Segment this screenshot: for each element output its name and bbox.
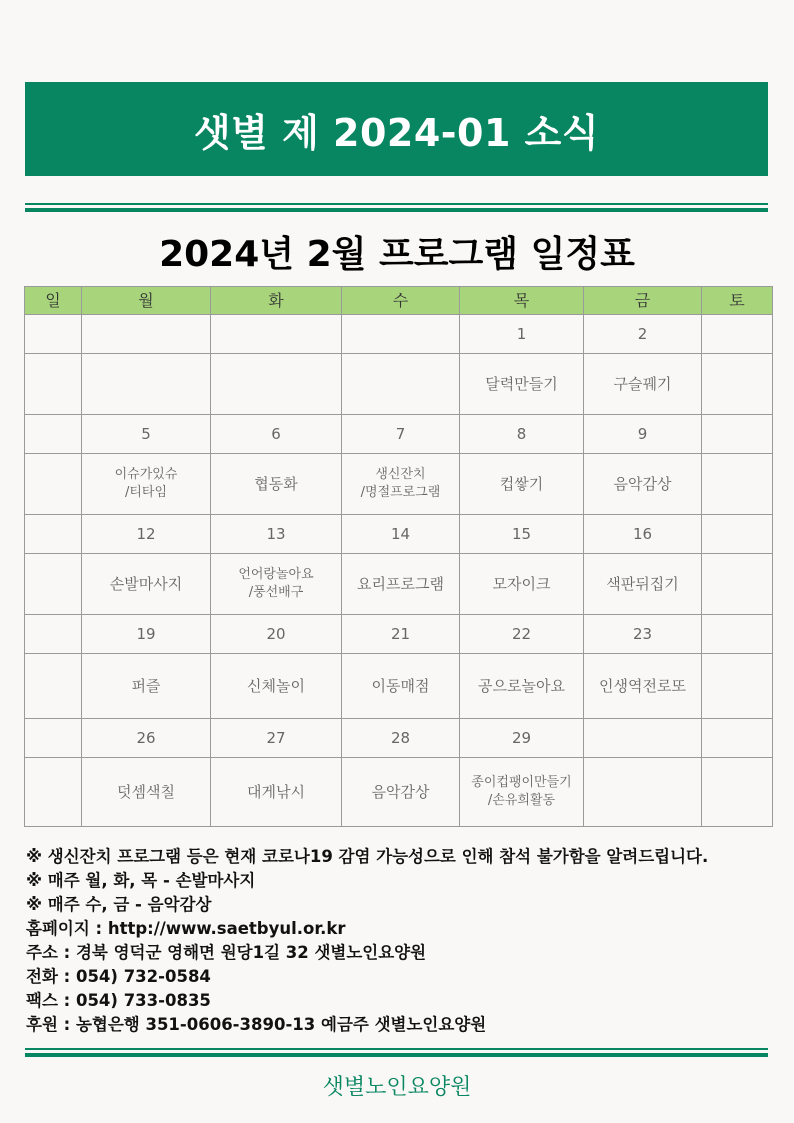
program-row [25,354,773,415]
program-cell [82,354,211,415]
date-cell: 7 [342,415,460,454]
date-cell: 20 [211,615,342,654]
weekday-thu: 목 [460,287,584,315]
date-cell: 9 [584,415,702,454]
date-cell: 13 [211,515,342,554]
date-cell [702,415,773,454]
date-cell: 2 [584,315,702,354]
program-cell [25,758,82,827]
date-row [25,415,773,454]
fax-info: 팩스 : 054) 733-0835 [26,991,211,1010]
program-cell [25,654,82,719]
newsletter-banner [25,82,768,176]
date-cell: 6 [211,415,342,454]
date-cell [702,315,773,354]
program-cell: 컵쌓기 [460,454,584,515]
program-cell [25,554,82,615]
date-cell [702,615,773,654]
date-cell: 1 [460,315,584,354]
divider-top [25,203,768,212]
program-row [25,654,773,719]
date-cell: 23 [584,615,702,654]
program-cell: 손발마사지 [82,554,211,615]
program-cell [25,454,82,515]
program-cell: 신체놀이 [211,654,342,719]
date-cell [25,719,82,758]
weekday-sun: 일 [25,287,82,315]
date-cell: 15 [460,515,584,554]
program-cell: 덧셈색칠 [82,758,211,827]
weekday-mon: 월 [82,287,211,315]
program-cell [702,654,773,719]
date-row [25,719,773,758]
program-cell [25,354,82,415]
program-cell [211,354,342,415]
date-cell [702,719,773,758]
program-cell: 이동매점 [342,654,460,719]
program-cell: 음악감상 [342,758,460,827]
program-cell: 생신잔치 /명절프로그램 [342,454,460,515]
date-cell [82,315,211,354]
program-cell: 달력만들기 [460,354,584,415]
program-cell: 인생역전로또 [584,654,702,719]
program-row [25,758,773,827]
weekday-tue: 화 [211,287,342,315]
date-cell [211,315,342,354]
notice-section [26,845,786,1037]
program-cell: 언어랑놀아요 /풍선배구 [211,554,342,615]
weekday-sat: 토 [702,287,773,315]
date-cell: 14 [342,515,460,554]
date-cell: 27 [211,719,342,758]
program-cell: 대게낚시 [211,758,342,827]
program-cell: 음악감상 [584,454,702,515]
date-cell: 26 [82,719,211,758]
phone-info: 전화 : 054) 732-0584 [26,967,211,986]
date-row [25,615,773,654]
program-cell: 구슬꿰기 [584,354,702,415]
divider-bottom [25,1048,768,1057]
program-cell [584,758,702,827]
notice-covid: ※ 생신잔치 프로그램 등은 현재 코로나19 감염 가능성으로 인해 참석 불가함을 알려드립니다. [26,847,709,866]
program-cell: 종이컵팽이만들기 /손유희활동 [460,758,584,827]
date-row [25,515,773,554]
weekday-header-row [25,287,773,315]
footer-facility-name: 샛별노인요양원 [322,1075,472,1100]
date-cell [25,415,82,454]
date-cell: 22 [460,615,584,654]
program-cell [702,354,773,415]
program-row [25,454,773,515]
address-info: 주소 : 경북 영덕군 영해면 원당1길 32 샛별노인요양원 [26,943,427,962]
date-cell [584,719,702,758]
date-cell [702,515,773,554]
donation-info: 후원 : 농협은행 351-0606-3890-13 예금주 샛별노인요양원 [26,1015,487,1034]
date-cell [25,515,82,554]
program-cell: 색판뒤집기 [584,554,702,615]
date-cell [25,615,82,654]
program-cell [702,454,773,515]
newsletter-title: 샛별 제 2024-01 소식 [193,110,600,155]
program-cell: 협동화 [211,454,342,515]
program-cell [702,758,773,827]
date-row [25,315,773,354]
date-cell: 29 [460,719,584,758]
date-cell: 21 [342,615,460,654]
date-cell: 8 [460,415,584,454]
program-cell [342,354,460,415]
notice-music: ※ 매주 수, 금 - 음악감상 [26,895,212,914]
program-cell: 모자이크 [460,554,584,615]
program-cell [702,554,773,615]
date-cell [25,315,82,354]
date-cell: 12 [82,515,211,554]
weekday-fri: 금 [584,287,702,315]
program-cell: 이슈가있슈 /티타임 [82,454,211,515]
weekday-wed: 수 [342,287,460,315]
program-cell: 요리프로그램 [342,554,460,615]
program-cell: 공으로놀아요 [460,654,584,719]
date-cell: 16 [584,515,702,554]
program-cell: 퍼즐 [82,654,211,719]
homepage-info: 홈페이지 : http://www.saetbyul.or.kr [26,919,346,938]
date-cell: 28 [342,719,460,758]
program-row [25,554,773,615]
notice-massage: ※ 매주 월, 화, 목 - 손발마사지 [26,871,256,890]
program-calendar [24,286,773,827]
schedule-title: 2024년 2월 프로그램 일정표 [159,234,635,275]
date-cell: 5 [82,415,211,454]
date-cell [342,315,460,354]
date-cell: 19 [82,615,211,654]
